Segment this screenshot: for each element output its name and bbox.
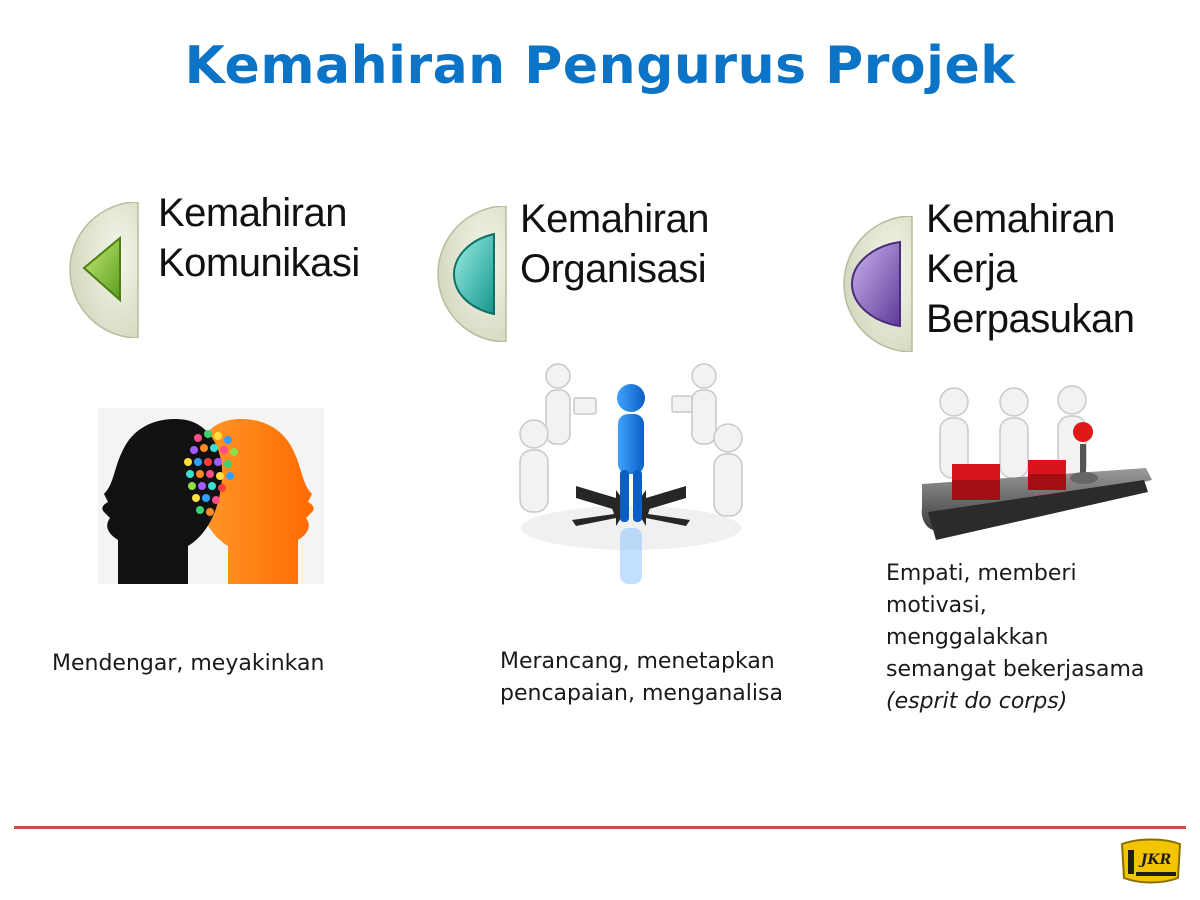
description-line: semangat bekerjasama [886, 657, 1145, 682]
heading-line: Komunikasi [158, 241, 360, 285]
jkr-logo [1118, 838, 1184, 886]
left-triangle-icon [56, 202, 140, 338]
heading-line: Berpasukan [926, 297, 1135, 341]
heading-line: Kemahiran [158, 191, 347, 235]
description-komunikasi [52, 648, 324, 680]
svg-text:JKR: JKR [1140, 852, 1172, 868]
description-line: Empati, memberi [886, 561, 1077, 586]
teal-crescent-icon [424, 206, 508, 342]
description-organisasi [500, 646, 783, 710]
description-line: pencapaian, menganalisa [500, 681, 783, 706]
teamwork-conveyor-illustration [918, 380, 1158, 558]
heading-line: Organisasi [520, 247, 707, 291]
heading-line: Kerja [926, 247, 1017, 291]
description-line-italic: (esprit do corps) [886, 689, 1068, 714]
heading-komunikasi [158, 188, 360, 288]
team-organisation-illustration [506, 358, 756, 598]
two-heads-illustration [98, 408, 324, 584]
page-title: Kemahiran Pengurus Projek [184, 36, 1016, 96]
heading-kerja-berpasukan [926, 194, 1134, 344]
description-line: Mendengar, meyakinkan [52, 651, 325, 676]
description-kerja-berpasukan [886, 558, 1144, 718]
description-line: motivasi, [886, 593, 987, 618]
heading-line: Kemahiran [926, 197, 1115, 241]
heading-organisasi [520, 194, 709, 294]
purple-crescent-icon [830, 216, 914, 352]
footer-divider [14, 826, 1186, 829]
heading-line: Kemahiran [520, 197, 709, 241]
description-line: Merancang, menetapkan [500, 649, 775, 674]
description-line: menggalakkan [886, 625, 1049, 650]
